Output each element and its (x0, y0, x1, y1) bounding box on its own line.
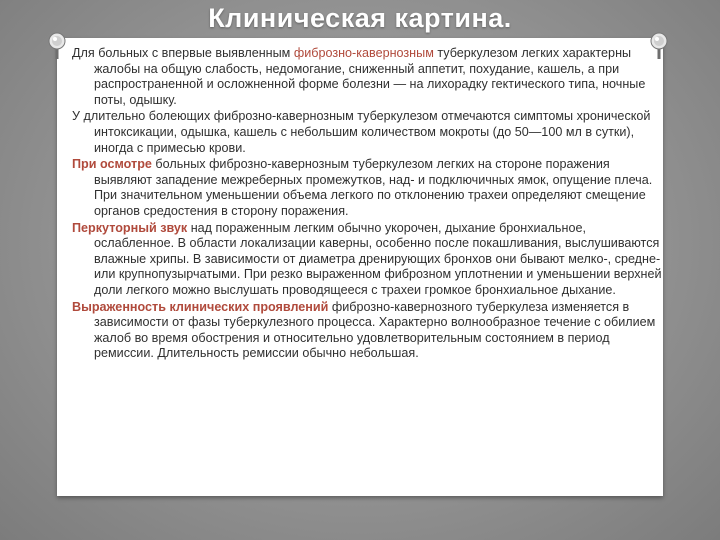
paragraph-complaints (72, 46, 662, 108)
paragraph-examination (72, 157, 662, 219)
highlight-term: фиброзно-кавернозным (293, 46, 434, 60)
paragraph-text: над пораженным легким обычно укорочен, дыхание бронхиальное, ослабленное. В области локализации каверны, особенно после покашливания, выслушиваются влажные хрипы. В зависимости от диаметра дренирующих бронхов они бывают мелко-, средне- или крупнопузырчатыми. При резко выраженном фиброзном уплотнении и уменьшении верхней доли легкого можно выслушать проводящееся с трахеи громкое бронхиальное дыхание. (94, 220, 662, 297)
paragraph-percussion (72, 221, 662, 299)
paragraph-text: У длительно болеющих фиброзно-кавернозным туберкулезом отмечаются симптомы хронической интоксикации, одышка, кашель с небольшим количеством мокроты (до 50—100 мл в сутки), иногда с примесью крови. (72, 109, 651, 155)
slide-title: Клиническая картина. (208, 3, 512, 33)
paragraph-chronic (72, 109, 662, 156)
highlight-term: Перкуторный звук (72, 220, 188, 235)
paragraph-text: больных фиброзно-кавернозным туберкулезом легких на стороне поражения выявляют западение межреберных промежутков, над- и подключичных ямок, опущение плеча. При значительном уменьшении объема легкого по отклонению трахеи определяют смещение органов средостения в сторону поражения. (94, 157, 653, 218)
pushpin-icon (48, 32, 66, 60)
highlight-term: Выраженность клинических проявлений (72, 299, 329, 314)
paragraph-manifestations (72, 300, 662, 362)
slide-body (72, 46, 662, 363)
highlight-term: При осмотре (72, 157, 152, 172)
paragraph-text: туберкулезом легких характерны жалобы на общую слабость, недомогание, сниженный аппетит, похудание, кашель, а при распространенной и осложненной форме болезни — на лихорадку гектического типа, ночные поты, одышку. (94, 46, 646, 107)
pushpin-icon (650, 32, 668, 60)
paragraph-text: фиброзно-кавернозного туберкулеза изменяется в зависимости от фазы туберкулезного процесса. Характерно волнообразное течение с обилием жалоб во время обострения и относительно удовлетворительным состоянием в период ремиссии. Длительность ремиссии обычно небольшая. (94, 299, 656, 361)
paragraph-text: Для больных с впервые выявленным (72, 46, 294, 60)
